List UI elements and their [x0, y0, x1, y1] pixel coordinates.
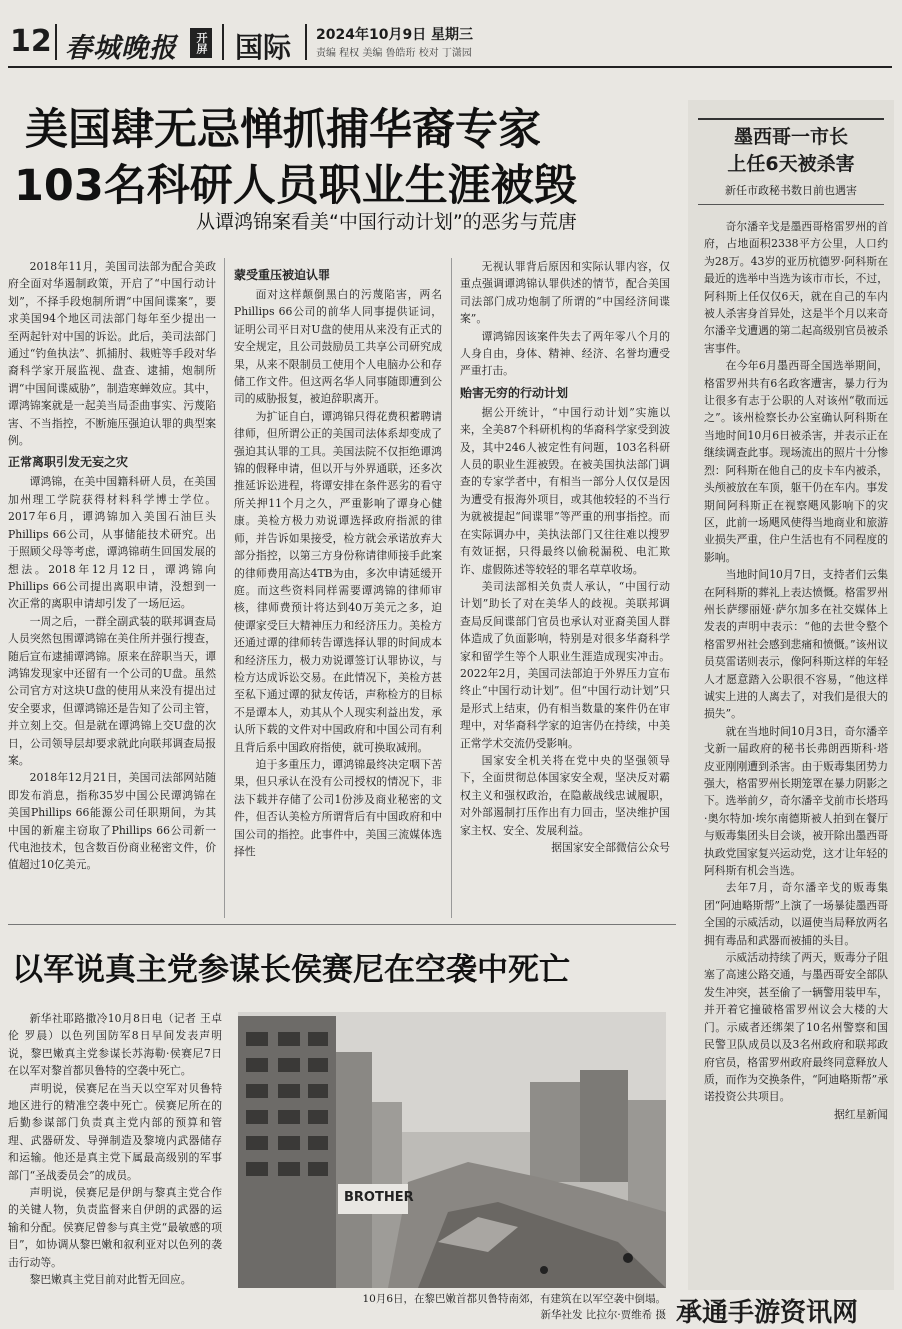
paragraph: 无视认罪背后原因和实际认罪内容，仅重点强调谭鸿锦认罪供述的情节，配合美国司法部门成功炮制了所谓的“中国经济间谍案”。 [460, 260, 670, 326]
photo-caption-line1: 10月6日，在黎巴嫩首都贝鲁特南郊，有建筑在以军空袭中倒塌。 [362, 1293, 666, 1305]
sidebar-subtitle: 新任市政秘书数日前也遇害 [725, 184, 857, 197]
photo-caption [238, 1291, 666, 1323]
main-story-column-3 [460, 258, 670, 918]
sidebar-story [688, 100, 894, 1290]
paragraph: 面对这样颠倒黑白的污蔑陷害，两名Phillips 66公司的前华人同事提供证词，证明公司平日对U盘的使用从来没有正式的安全规定，且公司鼓励员工共享公司研究成果，从来不限制员工使用个人电脑办公和存储工作文件。但这两名华人同事随即遭到公司的威胁报复，被迫辞职离开。 [234, 288, 442, 406]
second-headline: 以军说真主党参谋长侯赛尼在空袭中死亡 [12, 952, 570, 988]
column-divider [451, 258, 452, 918]
main-headline-line2: 103名科研人员职业生涯被毁 [14, 161, 577, 211]
paragraph: 新华社耶路撒冷10月8日电（记者 王卓伦 罗晨）以色列国防军8日早间发表声明说，黎巴嫩真主党参谋长苏海勒·侯赛尼7日在以军对黎首都贝鲁特的空袭中死亡。 [8, 1012, 222, 1078]
main-subheadline: 从谭鸿锦案看美“中国行动计划”的恶劣与荒唐 [196, 211, 577, 233]
subheading: 贻害无穷的行动计划 [460, 385, 569, 400]
editor-credits: 责编 程权 美编 鲁皓珩 校对 丁潇园 [316, 48, 472, 59]
paragraph: 示威活动持续了两天，贩毒分子阻塞了高速公路交通，与墨西哥安全部队发生冲突，甚至偷了一辆警用装甲车，并开着它撞破格雷罗州议会大楼的大门。示威者还绑架了10名州警察和国民警卫队成员以及3名州政府和联邦政府官员，格雷罗州政府最终同意释放人质，而作为交换条件，“阿迪略斯帮”承诺投资公共项目。 [704, 951, 888, 1104]
column-divider [224, 258, 225, 918]
header-divider [305, 24, 307, 60]
section-title: 国际 [235, 31, 292, 64]
sidebar-title-line1: 墨西哥一市长 [733, 126, 848, 148]
paper-logo: 春城晚报 [65, 33, 177, 64]
airstrike-photo [238, 1012, 666, 1288]
paragraph: 声明说，侯赛尼在当天以空军对贝鲁特地区进行的精准空袭中死亡。侯赛尼所在的后勤参谋部门负责真主党内部的预算和管理、武器研发、导弹制造及黎境内武器储存和运输。他还是真主党下属最高级别的军事部门“圣战委员会”的成员。 [8, 1081, 222, 1182]
paragraph: 2018年12月21日，美国司法部网站随即发布消息，指称35岁中国公民谭鸿锦在美国Phillips 66能源公司任职期间，为其中国的新雇主窃取了Phillips 66公司新一代电池技术，包含数百份商业秘密文件，价值超过10亿美元。 [8, 771, 216, 872]
sidebar-rule [698, 204, 884, 205]
main-headline-line1: 美国肆无忌惮抓捕华裔专家 [25, 105, 541, 155]
paper-badge: 开屏 [190, 28, 212, 58]
paragraph: 一周之后，一群全副武装的联邦调查局人员突然包围谭鸿锦在美住所并强行搜查，随后宣布逮捕谭鸿锦。原来在辞职当天，谭鸿锦发现家中还留有一个公司的U盘。虽然公司官方对这块U盘的使用从来没有提出过安全要求，但谭鸿锦还是告知了公司主管，并立刻上交。但是就在谭鸿锦上交U盘的次日，公司领导层却要求就此向联邦调查局报案。 [8, 614, 216, 767]
paragraph: 声明说，侯赛尼是伊朗与黎真主党合作的关键人物，负责监督来自伊朗的武器的运输和分配。侯赛尼曾参与真主党“最敏感的项目”，如协调从黎巴嫩和叙利亚对以色列的袭击行动等。 [8, 1186, 222, 1269]
subheading: 蒙受重压被迫认罪 [234, 268, 331, 282]
paragraph: 美司法部相关负责人承认，“中国行动计划”助长了对在美华人的歧视。美联邦调查局反间谍部门官员也承认对亚裔美国人群体造成了负面影响，特别是对很多华裔科学家和留学生等个人职业生涯造成现实冲击。2022年2月，美国司法部迫于外界压力宣布终止“中国行动计划”。但“中国行动计划”只是形式上结束，仍有相当数量的案件仍在审理中，对华裔科学家的迫害仍在持续，中美正常学术交流仍受影响。 [460, 579, 670, 750]
paragraph: 就在当地时间10月3日，奇尔潘辛戈新一届政府的秘书长弗朗西斯科·塔皮亚刚刚遭到杀害。由于贩毒集团势力强大，格雷罗州长期笼罩在暴力阴影之下。选举前夕，奇尔潘辛戈前市长塔玛·奥尔特加·埃尔南德斯被人拍到在餐厅与贩毒集团头目会谈，被开除出墨西哥执政党国家复兴运动党，这才让年轻的阿科斯有机会当选。 [704, 724, 888, 878]
main-story-column-1 [8, 258, 216, 918]
paragraph: 谭鸿锦，在美中国籍科研人员，在美国加州理工学院获得材料科学博士学位。2017年6月，谭鸿锦加入美国石油巨头Phillips 66公司，从事储能技术研究。出于照顾父母等考虑，谭鸿锦萌生回国发展的想法。2018年12月12日，谭鸿锦向Phillips 66公司提出离职申请，没想到一次正常的离职申请却引发了一场厄运。 [8, 475, 216, 611]
header-rule [8, 66, 892, 68]
header-divider [55, 24, 57, 60]
paragraph: 去年7月，奇尔潘辛戈的贩毒集团“阿迪略斯帮”上演了一场暴徒墨西哥全国的示威活动，以逼使当局释放两名拥有毒品和武器而被捕的头目。 [704, 881, 888, 947]
main-story-column-2 [234, 262, 442, 918]
story-separator [8, 924, 676, 925]
paragraph: 迫于多重压力，谭鸿锦最终决定咽下苦果，但只承认在没有公司授权的情况下，非法下载并存储了公司1份涉及商业秘密的文件，但否认美检方所谓背后有中国政府和中国公司的指控。此事件中，美国三流媒体选择性 [234, 757, 442, 858]
paragraph: 当地时间10月7日，支持者们云集在阿科斯的葬礼上表达愤慨。格雷罗州州长萨缪丽娅·萨尔加多在社交媒体上发表的声明中表示：“他的去世令整个格雷罗州社会感到悲痛和愤慨。”该州议员莫雷诺则表示，像阿科斯这样的年轻人才愿意踏入公职很不容易，“他这样诚实上进的人离去了，对我们是很大的损失”。 [704, 568, 888, 721]
source-credit: 据国家安全部微信公众号 [551, 841, 670, 854]
sidebar-rule [698, 118, 884, 120]
subheading: 正常离职引发无妄之灾 [8, 455, 129, 470]
paragraph: 2018年11月，美国司法部为配合美政府全面对华遏制政策，开启了“中国行动计划”，不择手段炮制所谓“中国间谍案”，要求美国94个地区司法部门每年至少提出一至两起针对中国的诉讼。此后，美司法部门通过“钓鱼执法”、抓捕肘、栽赃等手段对华裔科学家开展监视、盘查、逮捕，炮制所谓“中国间谍威胁”，制造寒蝉效应。其中，谭鸿锦案就是一起美当局歪曲事实、污蔑陷害、不当指控，不断施压强迫认罪的典型案例。 [8, 260, 216, 448]
paragraph: 为扩证自白，谭鸿锦只得花费积蓄聘请律师，但所谓公正的美国司法体系却变成了强迫其认罪的工具。美国法院不仅拒绝谭鸿锦的假释申请，但以开与外界通联，还多次推延诉讼进程，将谭安排在条件恶劣的看守所关押11个月之久，严重影响了谭身心健康。美检方极力劝说谭选择政府指派的律师，并告诉如果接受，检方就会承诺放弃大部分指控，以第三方身份称请律师接手此案的律师费用高达4TB为由，多次申请延缓开庭。而这些资料同样需要谭鸿锦的律师审核，律师费预计将达到40万美元之多，迫使谭家受巨大精神压力和经济压力。美检方还通过谭的律师转告谭选择认罪的时间成本和经济压力，极力劝说谭签订认罪协议，与检方达成诉讼交易。在此情况下，美检方甚至私下通过谭的狱友传话，声称检方的目标不是谭本人，劝其从个人现实利益出发，承认所下载的文件对中国政府和中国公司有利且背后系中国政府指使，就可换取减刑。 [234, 409, 442, 754]
photo-credit: 新华社发 比拉尔·贾维希 摄 [540, 1309, 666, 1321]
paragraph: 黎巴嫩真主党目前对此暂无回应。 [29, 1273, 192, 1287]
paragraph: 谭鸿锦因该案件失去了两年零八个月的人身自由，身体、精神、经济、名誉均遭受严重打击。 [460, 329, 670, 378]
paragraph: 据公开统计，“中国行动计划”实施以来，全美87个科研机构的华裔科学家受到波及，其中246人被定性有问题，103名科研人员的职业生涯被毁。在被美国执法部门调查的专家学者中，有相当一部分人仅仅是因为遭受有报海外项目，或其他较轻的不当行为就被提起“间谍罪”等严重的刑事指控。而在实际调办中，美执法部门又往往难以搜罗有效证据，只得最终以偷税漏税、电汇欺诈、虚假陈述等较轻的罪名草草收场。 [460, 405, 670, 576]
issue-date: 2024年10月9日 星期三 [316, 27, 474, 43]
source-credit: 据红星新闻 [834, 1107, 888, 1121]
collapsed-building-photo [238, 1012, 666, 1288]
paragraph: 奇尔潘辛戈是墨西哥格雷罗州的首府，占地面积2338平方公里，人口约为28万。43岁的亚历杭德罗·阿科斯在最近的选举中当选为该市市长，不过，阿科斯上任仅仅6天，就在自己的车内被人杀害身首异处，这是半个月以来奇尔潘辛戈遭遇的第二起高级别官员被杀害事件。 [704, 220, 888, 355]
header-divider [222, 24, 224, 60]
site-watermark: 承通手游资讯网 [676, 1298, 859, 1328]
sidebar-title-line2: 上任6天被杀害 [727, 153, 855, 175]
page-number: 12 [10, 24, 52, 59]
paragraph: 在今年6月墨西哥全国选举期间，格雷罗州共有6名政客遭害，暴力行为让很多有志于公职的人对该州“敬而远之”。该州检察长办公室确认阿科斯在当地时间10月6日被杀害，并表示正在继续调查此事。现场流出的照片十分惨烈：阿科斯在他自己的皮卡车内被杀，头颅被放在车顶，躯干仍在车内。事发期间阿科斯正在视察飓风影响下的灾区，此前一场飓风使得当地商业和旅游业损失严重，住户生活也有不同程度的影响。 [704, 359, 888, 564]
photo-sign-text: BROTHER [344, 1190, 414, 1205]
paragraph: 国家安全机关将在党中央的坚强领导下，全面贯彻总体国家安全观，坚决反对霸权主义和强权政治，在隐蔽战线忠诚履职，对外部遏制打压作出有力回击，坚决维护国家主权、安全、发展利益。 [460, 753, 670, 837]
second-story-body [8, 1010, 222, 1318]
sidebar-body [704, 218, 888, 1284]
